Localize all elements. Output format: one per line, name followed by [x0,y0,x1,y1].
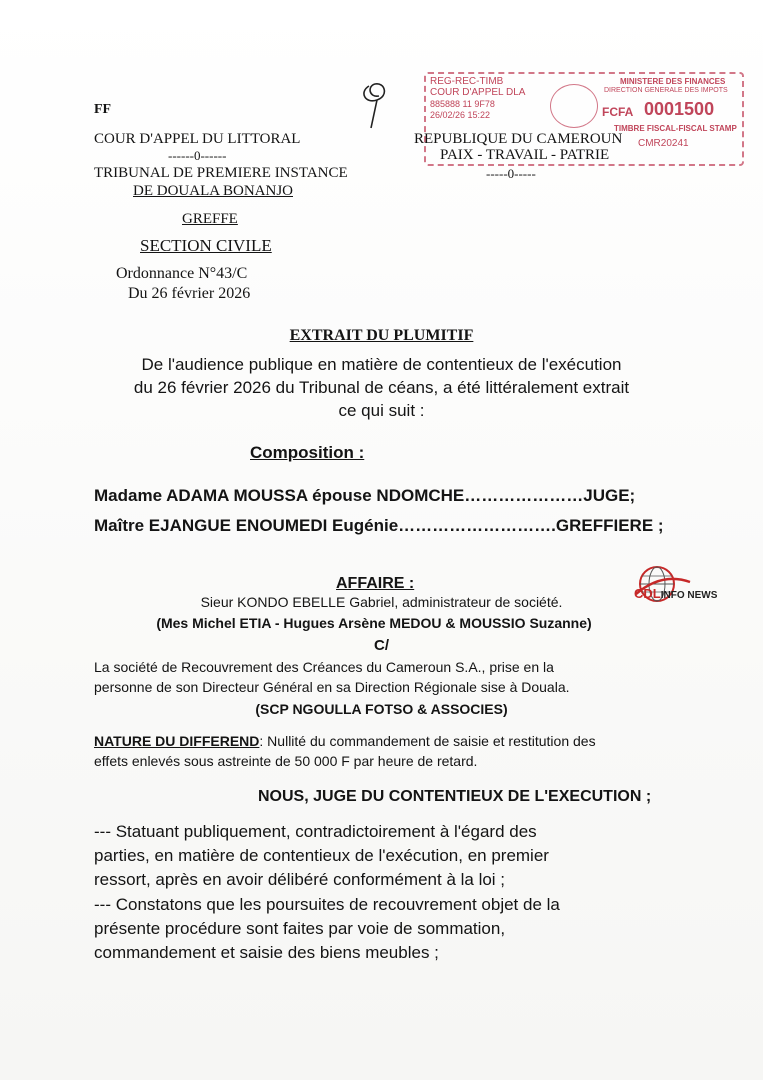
stamp-direction: DIRECTION GENERALE DES IMPOTS [604,87,728,94]
stamp-line-3: 885888 11 9F78 [430,99,495,109]
document-title: EXTRAIT DU PLUMITIF [289,327,474,344]
signature-mark [355,72,401,132]
court-name: COUR D'APPEL DU LITTORAL [94,131,301,147]
affaire-plaintiff: Sieur KONDO EBELLE Gabriel, administrateur de société. [200,594,563,610]
stamp-code: CMR20241 [638,138,689,149]
affaire-defendant-counsel: (SCP NGOULLA FOTSO & ASSOCIES) [255,701,508,717]
ruling-p2-line-2: présente procédure sont faites par voie de sommation, [94,919,506,938]
ruling-heading: NOUS, JUGE DU CONTENTIEUX DE L'EXECUTION ; [258,788,652,805]
greffe-label: GREFFE [182,211,238,227]
stamp-ministry: MINISTERE DES FINANCES [620,77,726,86]
cdl-logo-text-b: INFO NEWS [660,590,718,601]
composition-judge: Madame ADAMA MOUSSA épouse NDOMCHE…………………JUGE; [94,486,636,505]
intro-line-2: du 26 février 2026 du Tribunal de céans, a été littéralement extrait [133,378,630,397]
tribunal-name: TRIBUNAL DE PREMIERE INSTANCE [94,165,348,181]
stamp-amount-label: FCFA [602,105,634,119]
ordonnance-date: Du 26 février 2026 [128,285,251,302]
ruling-p1-line-1: --- Statuant publiquement, contradictoirement à l'égard des [94,822,537,841]
ff-marker: FF [94,102,112,117]
nature-line-1 [94,733,596,749]
ordonnance-number: Ordonnance N°43/C [116,265,248,282]
intro-line-1: De l'audience publique en matière de contentieux de l'exécution [141,355,622,374]
republic-separator: -----0----- [486,166,536,181]
tribunal-location: DE DOUALA BONANJO [133,183,293,199]
affaire-defendant-line-2: personne de son Directeur Général en sa Direction Régionale sise à Douala. [94,679,570,695]
stamp-fiscal-label: TIMBRE FISCAL-FISCAL STAMP [614,124,737,133]
ruling-p2-line-3: commandement et saisie des biens meubles ; [94,943,439,962]
intro-line-3: ce qui suit : [338,401,425,420]
stamp-amount: 0001500 [644,99,715,119]
composition-clerk: Maître EJANGUE ENOUMEDI Eugénie……………………….GREFFIERE ; [94,516,664,535]
republic-motto: PAIX - TRAVAIL - PATRIE [440,147,610,163]
nature-label: NATURE DU DIFFEREND [94,733,260,749]
affaire-heading: AFFAIRE : [336,575,415,592]
nature-line-2: effets enlevés sous astreinte de 50 000 F par heure de retard. [94,753,478,769]
stamp-line-4: 26/02/26 15:22 [430,110,491,120]
affaire-versus: C/ [374,637,389,654]
nature-text-1: : Nullité du commandement de saisie et restitution des [259,733,596,749]
stamp-seal-icon [550,84,598,128]
ruling-p2-line-1: --- Constatons que les poursuites de recouvrement objet de la [94,895,560,914]
cdl-logo-text-a: CDL [634,586,661,601]
ruling-p1-line-2: parties, en matière de contentieux de l'exécution, en premier [94,846,549,865]
section-civile: SECTION CIVILE [140,236,272,255]
ruling-p1-line-3: ressort, après en avoir délibéré conformément à la loi ; [94,870,506,889]
header-separator: ------0------ [168,148,227,163]
stamp-line-1: REG-REC-TIMB [430,76,504,87]
stamp-line-2: COUR D'APPEL DLA [430,87,526,98]
republic-name: REPUBLIQUE DU CAMEROUN [414,131,623,147]
affaire-plaintiff-counsel: (Mes Michel ETIA - Hugues Arsène MEDOU & MOUSSIO Suzanne) [156,615,592,631]
affaire-defendant-line-1: La société de Recouvrement des Créances du Cameroun S.A., prise en la [94,659,554,675]
composition-heading: Composition : [250,443,365,462]
